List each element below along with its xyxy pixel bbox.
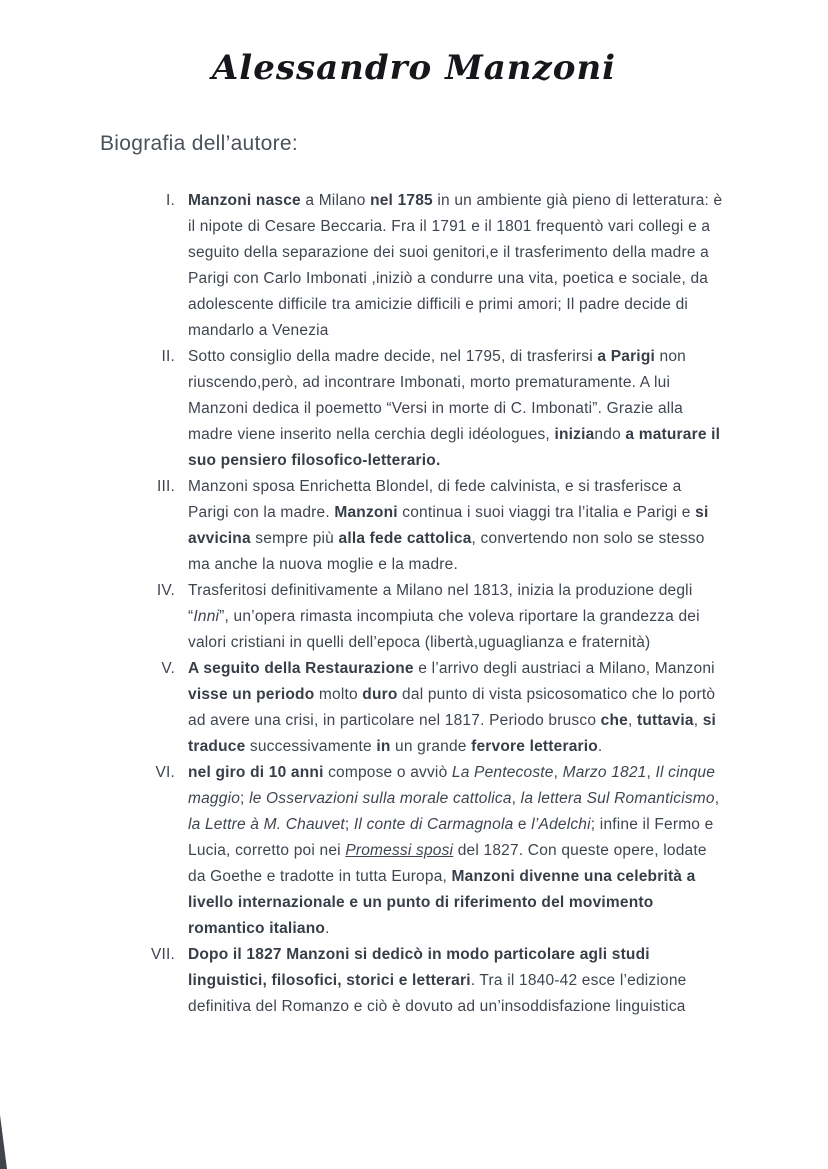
section-heading: Biografia dell’autore:	[100, 132, 299, 155]
text-segment: Il conte di Carmagnola	[353, 816, 514, 833]
text-segment: in un ambiente già pieno di letteratura: è il nipote di Cesare Beccaria. Fra il 1791 e il 1801 frequentò vari collegi e a seguito della separazione dei suoi genitori,e il trasferimento della madre a Parigi con Carlo Imbonati ,iniziò a condurre una vita, poetica e sociale, da adolescente difficile tra amicizie difficili e primi amori; Il padre decide di mandarlo a Venezia	[188, 192, 723, 339]
biography-list	[130, 188, 828, 1020]
text-segment: la lettera Sul Romanticismo	[520, 790, 715, 807]
list-item-text	[188, 344, 723, 474]
text-segment: nel giro di 10 anni	[188, 764, 324, 781]
text-segment: e	[513, 816, 532, 833]
text-segment: si avvicina	[188, 504, 709, 547]
text-segment: nel 1785	[370, 192, 433, 209]
list-item-text	[188, 474, 723, 578]
text-segment: ,	[714, 790, 720, 807]
text-segment: a Parigi	[597, 348, 655, 365]
text-segment: in	[376, 738, 391, 755]
list-item	[130, 188, 828, 344]
text-segment: .	[325, 920, 330, 937]
text-segment: Manzoni sposa Enrichetta Blondel, di fede calvinista, e si trasferisce a Parigi con la madre.	[188, 478, 682, 521]
text-segment: ,	[627, 712, 637, 729]
text-segment: a maturare il suo pensiero filosofico-letterario.	[188, 426, 721, 469]
text-segment: Inni	[193, 608, 220, 625]
text-segment: molto	[314, 686, 363, 703]
text-segment: , convertendo non solo se stesso ma anche la nuova moglie e la madre.	[188, 530, 705, 573]
list-item-numeral: I.	[165, 192, 175, 209]
text-segment: e l’arrivo degli austriaci a Milano, Manzoni	[413, 660, 715, 677]
text-segment: Marzo 1821	[562, 764, 647, 781]
text-segment: sempre più	[250, 530, 339, 547]
text-segment: Il cinque maggio	[188, 764, 716, 807]
list-item-numeral: VII.	[150, 946, 175, 963]
list-item-text	[188, 188, 723, 344]
text-segment: inizia	[554, 426, 595, 443]
text-segment: La Pentecoste	[451, 764, 554, 781]
text-segment: .	[597, 738, 603, 755]
text-segment: a Milano	[300, 192, 371, 209]
document-title: Alessandro Manzoni	[211, 48, 617, 88]
text-segment: non riuscendo,però, ad incontrare Imbonati, morto prematuramente. A lui Manzoni dedica il poemetto “Versi in morte di C. Imbonati”. Grazie alla madre viene inserito nella cerchia degli idéologues,	[188, 348, 686, 443]
list-item	[130, 656, 828, 760]
page-corner-artifact	[0, 1115, 7, 1169]
list-item	[130, 760, 828, 942]
text-segment: Promessi sposi	[345, 842, 454, 859]
list-item-numeral: III.	[156, 478, 175, 495]
text-segment: ;	[344, 816, 354, 833]
text-segment: tuttavia	[636, 712, 694, 729]
text-segment: Sotto consiglio della madre decide, nel 1795, di trasferirsi	[188, 348, 598, 365]
text-segment: ”, un’opera rimasta incompiuta che voleva riportare la grandezza dei valori cristiani in quelli dell’epoca (libertà,uguaglianza e fraternità)	[188, 608, 700, 651]
text-segment: ;	[240, 790, 250, 807]
text-segment: successivamente	[245, 738, 377, 755]
text-segment: compose o avviò	[323, 764, 452, 781]
text-segment: del 1827. Con queste opere, lodate da Goethe e tradotte in tutta Europa,	[188, 842, 707, 885]
text-segment: un grande	[390, 738, 472, 755]
text-segment: Manzoni	[334, 504, 398, 521]
list-item-numeral: II.	[161, 348, 175, 365]
list-item	[130, 344, 828, 474]
text-segment: la Lettre à M. Chauvet	[188, 816, 345, 833]
text-segment: Manzoni divenne una celebrità a livello internazionale e un punto di riferimento del movimento romantico italiano	[188, 868, 696, 937]
list-item-text	[188, 578, 723, 656]
text-segment: Manzoni nasce	[188, 192, 301, 209]
text-segment: continua i suoi viaggi tra l’italia e Parigi e	[397, 504, 696, 521]
text-segment: A seguito della Restaurazione	[188, 660, 414, 677]
text-segment: ; infine il Fermo e Lucia, corretto poi nei	[188, 816, 714, 859]
text-segment: ,	[511, 790, 521, 807]
list-item	[130, 942, 828, 1020]
text-segment: fervore letterario	[471, 738, 598, 755]
text-segment: Dopo il 1827 Manzoni si dedicò in modo particolare agli studi linguistici, filosofici, storici e letterari	[188, 946, 650, 989]
text-segment: che	[600, 712, 628, 729]
text-segment: duro	[362, 686, 398, 703]
list-item	[130, 578, 828, 656]
text-segment: ,	[693, 712, 703, 729]
text-segment: le Osservazioni sulla morale cattolica	[249, 790, 512, 807]
text-segment: dal punto di vista psicosomatico che lo portò ad avere una crisi, in particolare nel 1817. Periodo brusco	[188, 686, 716, 729]
list-item-numeral: IV.	[156, 582, 175, 599]
text-segment: ndo	[594, 426, 626, 443]
text-segment: ,	[646, 764, 656, 781]
text-segment: visse un periodo	[188, 686, 315, 703]
list-item-text	[188, 942, 723, 1020]
text-segment: . Tra il 1840-42 esce l’edizione definitiva del Romanzo e ciò è dovuto ad un’insoddisfazione linguistica	[188, 972, 687, 1015]
list-item-text	[188, 656, 723, 760]
text-segment: alla fede cattolica	[338, 530, 472, 547]
text-segment: Trasferitosi definitivamente a Milano nel 1813, inizia la produzione degli “	[188, 582, 693, 625]
list-item	[130, 474, 828, 578]
text-segment: si traduce	[188, 712, 717, 755]
list-item-numeral: V.	[161, 660, 175, 677]
text-segment: l’Adelchi	[531, 816, 591, 833]
list-item-numeral: VI.	[155, 764, 175, 781]
list-item-text	[188, 760, 723, 942]
text-segment: ,	[553, 764, 563, 781]
